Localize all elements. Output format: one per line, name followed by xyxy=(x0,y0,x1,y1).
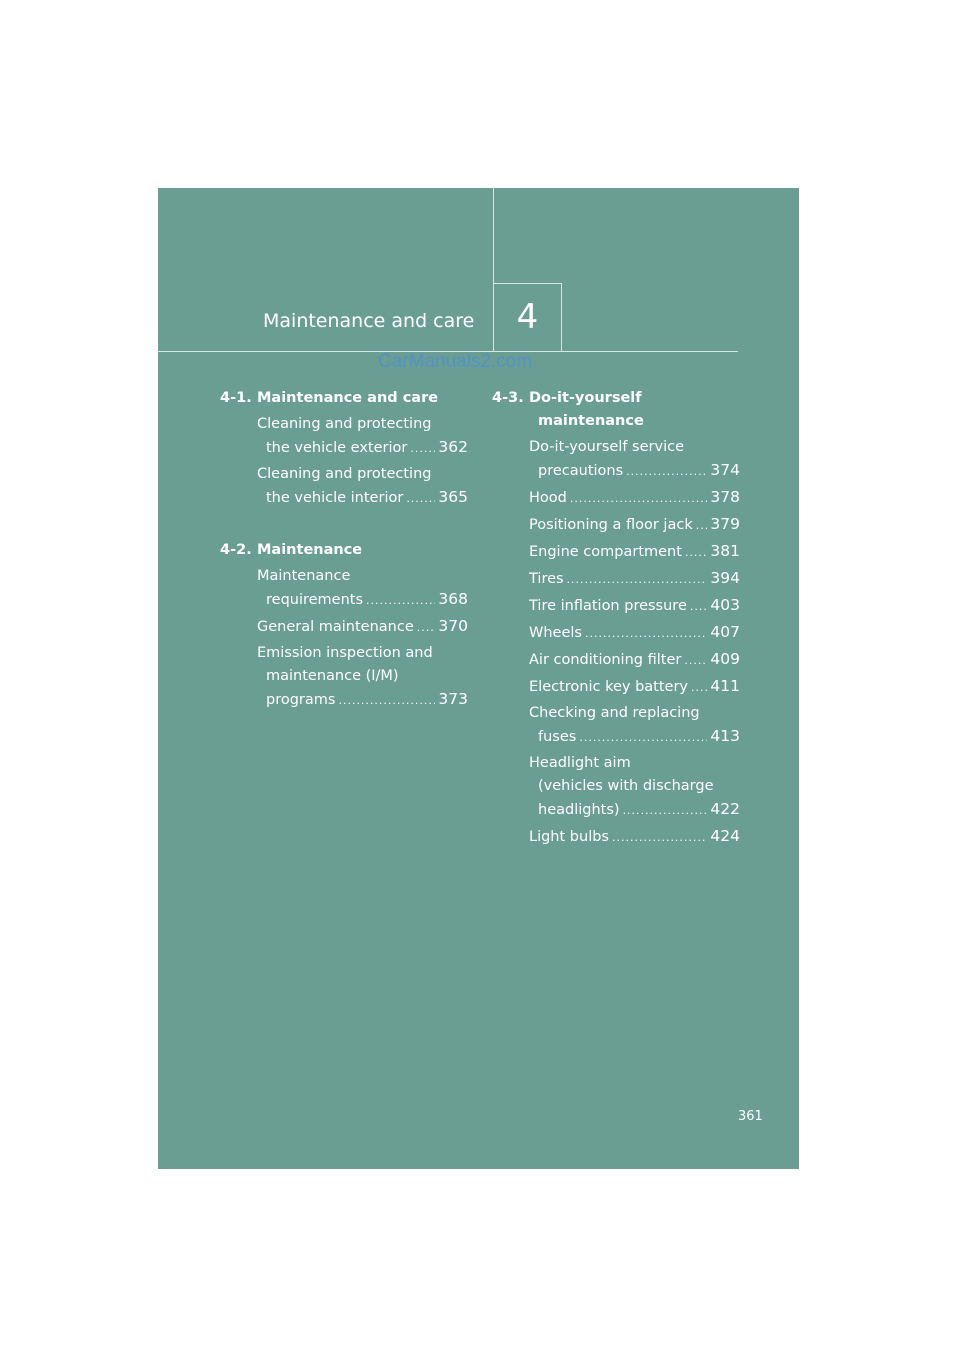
entry-text-line: Checking and replacing xyxy=(529,705,700,721)
entry-page-number: 362 xyxy=(438,438,468,456)
dot-leader xyxy=(623,799,708,822)
dot-leader xyxy=(567,568,708,591)
toc-entry[interactable] xyxy=(257,565,468,612)
entry-page-number: 413 xyxy=(710,727,740,745)
entry-text-line: Emission inspection and xyxy=(257,645,433,661)
entry-text-line: Electronic key battery xyxy=(529,679,688,695)
dot-leader xyxy=(685,541,707,564)
entry-page-number: 379 xyxy=(710,515,740,533)
toc-right-column xyxy=(492,387,740,878)
entry-text-line: Do-it-yourself service xyxy=(529,439,684,455)
entry-text-line: Tires xyxy=(529,571,564,587)
toc-entry[interactable] xyxy=(529,540,740,564)
entry-page-number: 424 xyxy=(710,827,740,845)
dot-leader xyxy=(366,589,435,612)
toc-section xyxy=(220,387,468,510)
dot-leader xyxy=(570,487,708,510)
dot-leader xyxy=(626,460,707,483)
entry-text-line: requirements xyxy=(266,592,364,608)
section-heading xyxy=(220,539,468,562)
section-title xyxy=(257,539,468,562)
section-title-line: Maintenance and care xyxy=(257,390,439,406)
entry-text-line: fuses xyxy=(538,729,577,745)
toc-entry[interactable] xyxy=(529,702,740,749)
toc-entry[interactable] xyxy=(529,513,740,537)
toc-entry[interactable] xyxy=(529,752,740,822)
section-title xyxy=(529,387,740,433)
section-title-line: maintenance xyxy=(538,413,644,429)
chapter-number: 4 xyxy=(516,297,539,337)
entry-text-line: Hood xyxy=(529,490,567,506)
section-title-line: Do-it-yourself xyxy=(529,390,642,406)
dot-leader xyxy=(691,676,707,699)
dot-leader xyxy=(612,826,707,849)
entry-text-line: Tire inflation pressure xyxy=(529,598,687,614)
dot-leader xyxy=(417,616,436,639)
toc-entry[interactable] xyxy=(257,615,468,639)
entry-page-number: 365 xyxy=(438,488,468,506)
vertical-rule xyxy=(493,188,494,283)
dot-leader xyxy=(338,689,435,712)
entry-page-number: 411 xyxy=(710,677,740,695)
entry-text-line: Positioning a floor jack xyxy=(529,517,693,533)
section-number: 4-1. xyxy=(220,390,252,406)
entry-text-line: the vehicle exterior xyxy=(266,440,408,456)
section-heading xyxy=(220,387,468,410)
toc-section xyxy=(220,539,468,712)
toc-section xyxy=(492,387,740,849)
dot-leader xyxy=(585,622,707,645)
entry-page-number: 370 xyxy=(438,617,468,635)
entry-text-line: headlights) xyxy=(538,802,620,818)
entry-text-line: Maintenance xyxy=(257,568,351,584)
toc-left-column xyxy=(220,387,468,741)
entry-text-line: Engine compartment xyxy=(529,544,682,560)
toc-entry[interactable] xyxy=(257,413,468,460)
dot-leader xyxy=(684,649,707,672)
entry-text-line: the vehicle interior xyxy=(266,490,404,506)
entry-text-line: Headlight aim xyxy=(529,755,631,771)
page-number: 361 xyxy=(738,1109,763,1124)
entry-page-number: 403 xyxy=(710,596,740,614)
entry-page-number: 378 xyxy=(710,488,740,506)
section-heading xyxy=(492,387,740,433)
section-number: 4-2. xyxy=(220,542,252,558)
entry-page-number: 373 xyxy=(438,690,468,708)
entry-text-line: General maintenance xyxy=(257,619,414,635)
toc-entry[interactable] xyxy=(529,825,740,849)
entry-text-line: Light bulbs xyxy=(529,829,609,845)
toc-entry[interactable] xyxy=(529,675,740,699)
chapter-panel xyxy=(158,188,799,1169)
entry-text-line: Air conditioning filter xyxy=(529,652,682,668)
toc-entry[interactable] xyxy=(529,567,740,591)
toc-entry[interactable] xyxy=(529,594,740,618)
watermark: CarManuals2.com xyxy=(378,351,533,372)
entry-text-line: (vehicles with discharge xyxy=(538,778,714,794)
entry-text-line: Cleaning and protecting xyxy=(257,416,432,432)
chapter-number-box xyxy=(493,283,562,351)
entry-page-number: 381 xyxy=(710,542,740,560)
entry-page-number: 368 xyxy=(438,590,468,608)
entry-text-line: maintenance (I/M) xyxy=(266,668,399,684)
toc-entry[interactable] xyxy=(257,642,468,712)
entry-text-line: Wheels xyxy=(529,625,582,641)
section-title xyxy=(257,387,468,410)
dot-leader xyxy=(690,595,708,618)
toc-entry[interactable] xyxy=(529,621,740,645)
entry-text-line: precautions xyxy=(538,463,624,479)
entry-page-number: 394 xyxy=(710,569,740,587)
entry-text-line: Cleaning and protecting xyxy=(257,466,432,482)
section-number: 4-3. xyxy=(492,390,524,406)
dot-leader xyxy=(406,487,435,510)
section-title-line: Maintenance xyxy=(257,542,363,558)
toc-entry[interactable] xyxy=(529,486,740,510)
dot-leader xyxy=(696,514,708,537)
dot-leader xyxy=(579,726,707,749)
entry-page-number: 422 xyxy=(710,800,740,818)
entry-page-number: 374 xyxy=(710,461,740,479)
dot-leader xyxy=(410,437,435,460)
toc-entry[interactable] xyxy=(529,436,740,483)
chapter-title: Maintenance and care xyxy=(263,310,475,332)
toc-entry[interactable] xyxy=(257,463,468,510)
entry-page-number: 409 xyxy=(710,650,740,668)
entry-page-number: 407 xyxy=(710,623,740,641)
entry-text-line: programs xyxy=(266,692,336,708)
toc-entry[interactable] xyxy=(529,648,740,672)
